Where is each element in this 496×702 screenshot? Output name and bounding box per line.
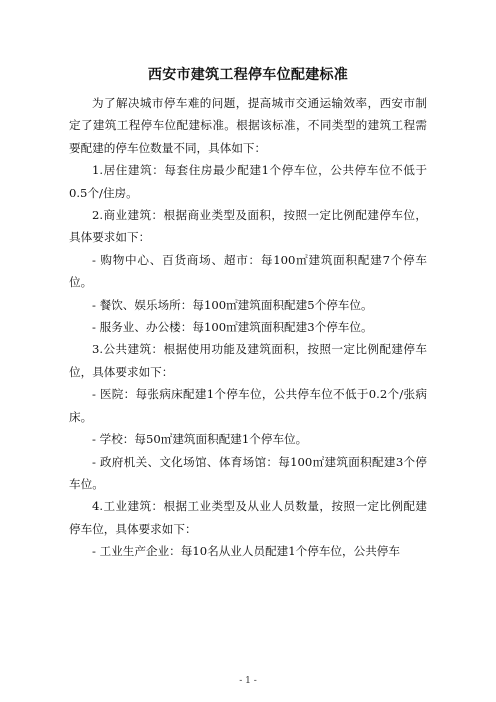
list-item-office: - 服务业、办公楼：每100㎡建筑面积配建3个停车位。 xyxy=(92,320,373,335)
list-item-school: - 学校：每50㎡建筑面积配建1个停车位。 xyxy=(92,432,308,447)
list-item-shopping: - 购物中心、百货商场、超市：每100㎡建筑面积配建7个停车位。 xyxy=(69,252,427,290)
paragraph-residential: 1.居住建筑：每套住房最少配建1个停车位，公共停车位不低于0.5个/住房。 xyxy=(69,163,427,200)
document-body xyxy=(69,92,427,563)
paragraph-public: 3.公共建筑：根据使用功能及建筑面积，按照一定比例配建停车位，具体要求如下： xyxy=(69,342,427,379)
list-item-dining: - 餐饮、娱乐场所：每100㎡建筑面积配建5个停车位。 xyxy=(92,297,373,312)
paragraph-commercial: 2.商业建筑：根据商业类型及面积，按照一定比例配建停车位，具体要求如下： xyxy=(69,208,427,245)
document-title: 西安市建筑工程停车位配建标准 xyxy=(147,67,349,83)
list-item-government: - 政府机关、文化场馆、体育场馆：每100㎡建筑面积配建3个停车位。 xyxy=(69,454,427,491)
paragraph-intro: 为了解决城市停车难的问题，提高城市交通运输效率，西安市制定了建筑工程停车位配建标准。根据该标准，不同类型的建筑工程需要配建的停车位数量不同，具体如下： xyxy=(69,96,427,155)
page-number: - 1 - xyxy=(239,676,257,686)
list-item-factory: - 工业生产企业：每10名从业人员配建1个停车位，公共停车 xyxy=(92,544,400,559)
paragraph-industrial: 4.工业建筑：根据工业类型及从业人员数量，按照一定比例配建停车位，具体要求如下： xyxy=(69,499,427,536)
list-item-hospital: - 医院：每张病床配建1个停车位，公共停车位不低于0.2个/张病床。 xyxy=(69,387,427,424)
